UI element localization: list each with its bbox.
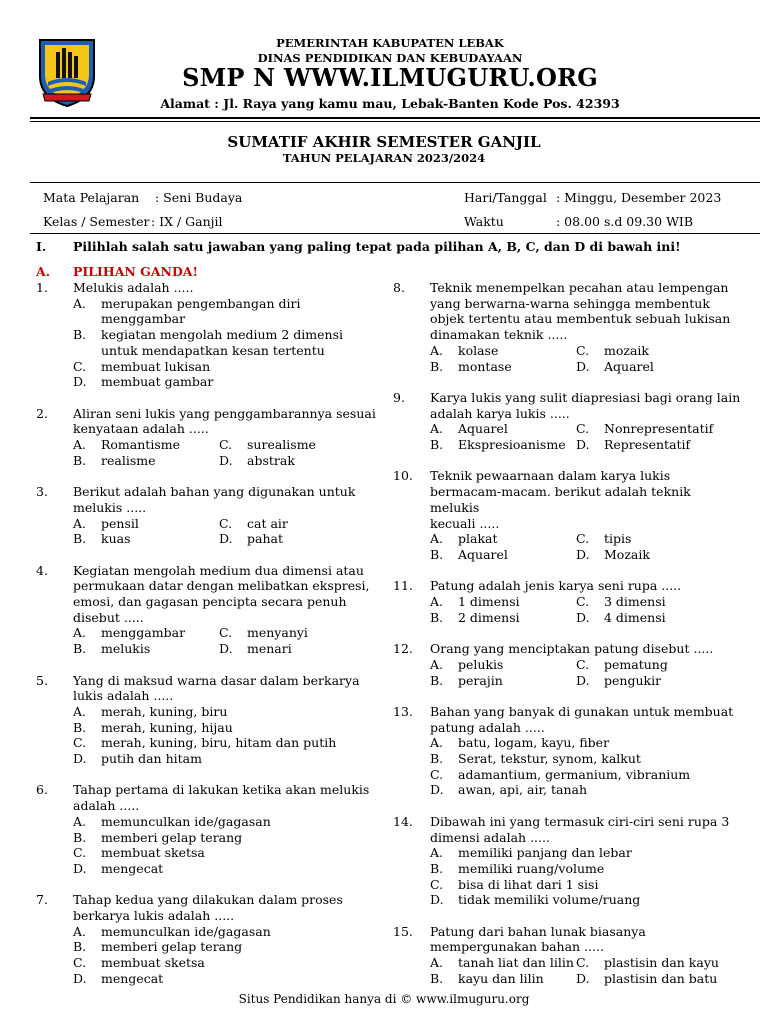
answer-options <box>430 594 741 625</box>
option-text: Romantisme <box>101 437 180 453</box>
option-letter: C. <box>430 766 444 782</box>
answer-options <box>430 343 741 374</box>
option-letter: A. <box>73 295 87 311</box>
date-value: : Minggu, Desember 2023 <box>556 190 722 205</box>
option-text: merupakan pengembangan diri menggambar <box>101 295 301 327</box>
option-letter: D. <box>576 358 590 374</box>
option-text: cat air <box>247 515 288 531</box>
option-text: plastisin dan kayu <box>604 955 719 971</box>
answer-options <box>73 625 376 656</box>
option-text: 3 dimensi <box>604 594 666 610</box>
option-text: memunculkan ide/gagasan <box>101 923 271 939</box>
option-text: mengecat <box>101 860 164 876</box>
option-text: pahat <box>247 531 283 547</box>
info-bottom-rule <box>30 233 760 234</box>
option-text: Serat, tekstur, synom, kalkut <box>458 751 641 767</box>
option-text: kegiatan mengolah medium 2 dimensi untuk mendapatkan kesan tertentu <box>101 327 343 358</box>
question-text: Patung dari bahan lunak biasanya mempergunakan bahan ..... <box>430 923 646 955</box>
question-number: 12. <box>393 641 413 657</box>
question-item <box>36 406 376 469</box>
option-text: Aquarel <box>604 358 654 374</box>
option-text: putih dan hitam <box>101 751 202 767</box>
option-letter: C. <box>73 735 87 751</box>
answer-options <box>430 735 741 798</box>
school-address: Alamat : Jl. Raya yang kamu mau, Lebak-Banten Kode Pos. 42393 <box>160 96 620 111</box>
questions-left-column <box>36 280 376 1002</box>
academic-year: TAHUN PELAJARAN 2023/2024 <box>282 151 486 165</box>
option-text: membuat gambar <box>101 374 214 390</box>
option-text: mozaik <box>604 342 649 358</box>
instruction-text: Pilihlah salah satu jawaban yang paling tepat pada pilihan A, B, C, dan D di bawah ini! <box>73 239 681 254</box>
option-text: kolase <box>458 342 499 358</box>
option-letter: A. <box>430 342 444 358</box>
option-text: merah, kuning, biru, hitam dan putih <box>101 735 337 751</box>
option-letter: D. <box>73 374 87 390</box>
option-letter: C. <box>576 342 590 358</box>
letterhead-rule-thick <box>30 117 760 119</box>
option-letter: A. <box>73 625 87 641</box>
question-text: Melukis adalah ..... <box>73 280 194 295</box>
option-text: memberi gelap terang <box>101 939 243 955</box>
option-letter: A. <box>430 955 444 971</box>
question-number: 3. <box>36 484 48 500</box>
question-number: 8. <box>393 280 405 295</box>
answer-options <box>430 531 741 562</box>
question-text: Dibawah ini yang termasuk ciri-ciri seni rupa 3 dimensi adalah ..... <box>430 813 730 845</box>
option-text: pengukir <box>604 672 662 688</box>
option-text: 4 dimensi <box>604 609 666 625</box>
regency-crest-icon <box>36 34 98 108</box>
section-letter: A. <box>36 264 51 279</box>
option-text: membuat lukisan <box>101 358 211 374</box>
letterhead-rule-thin <box>30 121 760 122</box>
option-text: adamantium, germanium, vibranium <box>458 766 691 782</box>
time-label: Waktu <box>464 214 504 229</box>
option-letter: C. <box>576 955 590 971</box>
question-item <box>36 563 376 657</box>
question-number: 5. <box>36 672 48 688</box>
answer-options <box>73 814 376 877</box>
option-text: membuat sketsa <box>101 955 205 971</box>
option-text: surealisme <box>247 437 316 453</box>
option-letter: B. <box>430 751 444 767</box>
question-number: 9. <box>393 389 405 405</box>
question-number: 6. <box>36 782 48 798</box>
option-letter: A. <box>73 515 87 531</box>
option-text: montase <box>458 358 512 374</box>
question-item <box>36 484 376 547</box>
question-number: 7. <box>36 892 48 908</box>
answer-options <box>73 516 376 547</box>
option-letter: D. <box>430 892 444 908</box>
option-letter: A. <box>73 923 87 939</box>
option-text: memiliki panjang dan lebar <box>458 845 632 861</box>
option-letter: A. <box>73 703 87 719</box>
subject-label: Mata Pelajaran <box>43 190 140 205</box>
footer-credit: Situs Pendidikan hanya di © www.ilmuguru.org <box>238 992 530 1006</box>
option-letter: A. <box>73 813 87 829</box>
question-item <box>393 468 741 562</box>
question-number: 4. <box>36 562 48 578</box>
option-letter: B. <box>73 641 87 657</box>
question-text: Yang di maksud warna dasar dalam berkarya lukis adalah ..... <box>73 672 360 704</box>
option-letter: A. <box>430 594 444 610</box>
answer-options <box>73 437 376 468</box>
option-letter: D. <box>219 531 233 547</box>
answer-options <box>73 296 376 390</box>
option-letter: A. <box>430 656 444 672</box>
option-letter: C. <box>219 515 233 531</box>
school-name: SMP N WWW.ILMUGURU.ORG <box>182 63 598 92</box>
question-text: Karya lukis yang sulit diapresiasi bagi orang lain adalah karya lukis ..... <box>430 389 741 421</box>
option-letter: D. <box>576 546 590 562</box>
question-item <box>393 704 741 798</box>
option-text: pematung <box>604 656 668 672</box>
option-text: menyanyi <box>247 625 308 641</box>
question-item <box>393 578 741 625</box>
option-letter: B. <box>430 609 444 625</box>
question-text: Teknik pewaarnaan dalam karya lukis bermacam-macam. berikut adalah teknik melukis kecuali ..... <box>430 468 691 531</box>
option-text: tanah liat dan lilin <box>458 955 574 971</box>
date-label: Hari/Tanggal <box>464 190 547 205</box>
question-text: Teknik menempelkan pecahan atau lempengan yang berwarna-warna sehingga membentuk objek tertentu atau membentuk sebuah lukisan dinamakan teknik ..... <box>430 280 731 343</box>
option-text: Aquarel <box>458 421 508 437</box>
question-number: 10. <box>393 468 413 484</box>
option-letter: A. <box>430 845 444 861</box>
exam-title: SUMATIF AKHIR SEMESTER GANJIL <box>227 133 541 151</box>
option-text: memiliki ruang/volume <box>458 860 605 876</box>
department-line: DINAS PENDIDIKAN DAN KEBUDAYAAN <box>257 51 523 65</box>
question-text: Patung adalah jenis karya seni rupa ..... <box>430 578 682 594</box>
option-letter: C. <box>576 594 590 610</box>
option-letter: B. <box>73 829 87 845</box>
option-text: merah, kuning, hijau <box>101 719 233 735</box>
answer-options <box>430 955 741 986</box>
question-text: Berikut adalah bahan yang digunakan untuk melukis ..... <box>73 484 356 515</box>
option-text: Mozaik <box>604 546 650 562</box>
option-text: awan, api, air, tanah <box>458 782 588 798</box>
option-letter: B. <box>73 327 87 343</box>
option-text: bisa di lihat dari 1 sisi <box>458 876 599 892</box>
question-item <box>393 641 741 688</box>
option-text: abstrak <box>247 452 295 468</box>
option-text: membuat sketsa <box>101 845 205 861</box>
option-letter: C. <box>576 656 590 672</box>
option-letter: B. <box>73 452 87 468</box>
option-letter: A. <box>73 437 87 453</box>
option-text: plastisin dan batu <box>604 970 718 986</box>
option-letter: D. <box>430 782 444 798</box>
option-text: Ekspresioanisme <box>458 437 566 453</box>
option-letter: D. <box>219 641 233 657</box>
option-letter: B. <box>430 860 444 876</box>
option-letter: C. <box>219 625 233 641</box>
option-text: 2 dimensi <box>458 609 520 625</box>
option-letter: B. <box>73 719 87 735</box>
question-item <box>36 892 376 986</box>
option-letter: B. <box>430 437 444 453</box>
option-text: memunculkan ide/gagasan <box>101 813 271 829</box>
option-letter: C. <box>576 421 590 437</box>
option-letter: C. <box>73 955 87 971</box>
option-text: pensil <box>101 515 139 531</box>
option-letter: A. <box>430 531 444 547</box>
question-text: Bahan yang banyak di gunakan untuk membuat patung adalah ..... <box>430 703 734 735</box>
government-line: PEMERINTAH KABUPATEN LEBAK <box>276 36 504 50</box>
option-letter: B. <box>430 672 444 688</box>
option-text: menggambar <box>101 625 186 641</box>
question-item <box>393 390 741 453</box>
option-text: merah, kuning, biru <box>101 703 228 719</box>
option-letter: B. <box>430 358 444 374</box>
question-number: 14. <box>393 813 413 829</box>
option-text: batu, logam, kayu, fiber <box>458 735 610 751</box>
answer-options <box>430 421 741 452</box>
question-text: Aliran seni lukis yang penggambarannya sesuai kenyataan adalah ..... <box>73 405 376 437</box>
answer-options <box>430 845 741 908</box>
option-letter: D. <box>576 609 590 625</box>
answer-options <box>73 924 376 987</box>
question-item <box>393 924 741 987</box>
answer-options <box>73 704 376 767</box>
question-item <box>393 280 741 374</box>
question-number: 1. <box>36 280 48 295</box>
option-letter: D. <box>73 860 87 876</box>
option-text: tidak memiliki volume/ruang <box>458 892 641 908</box>
option-text: kuas <box>101 531 131 547</box>
option-letter: B. <box>73 939 87 955</box>
option-letter: D. <box>73 751 87 767</box>
option-text: kayu dan lilin <box>458 970 544 986</box>
question-item <box>36 782 376 876</box>
class-label: Kelas / Semester <box>43 214 150 229</box>
question-text: Tahap kedua yang dilakukan dalam proses berkarya lukis adalah ..... <box>73 892 343 924</box>
subject-value: : Seni Budaya <box>155 190 243 205</box>
option-letter: D. <box>73 970 87 986</box>
option-letter: C. <box>219 437 233 453</box>
option-letter: C. <box>576 531 590 547</box>
question-text: Kegiatan mengolah medium dua dimensi atau permukaan datar dengan melibatkan ekspresi, emosi, dan gagasan pencipta secara penuh disebut ..... <box>73 562 370 625</box>
option-letter: B. <box>430 546 444 562</box>
option-letter: D. <box>576 672 590 688</box>
option-text: melukis <box>101 641 151 657</box>
question-item <box>36 280 376 390</box>
option-letter: B. <box>430 970 444 986</box>
option-letter: A. <box>430 735 444 751</box>
option-text: menari <box>247 641 292 657</box>
option-letter: C. <box>430 876 444 892</box>
option-text: Representatif <box>604 437 691 453</box>
question-number: 13. <box>393 703 413 719</box>
instruction-number: I. <box>36 239 47 254</box>
option-text: perajin <box>458 672 503 688</box>
question-text: Tahap pertama di lakukan ketika akan melukis adalah ..... <box>73 782 370 814</box>
option-text: mengecat <box>101 970 164 986</box>
option-text: 1 dimensi <box>458 594 520 610</box>
questions-right-column <box>393 280 741 1002</box>
option-letter: B. <box>73 531 87 547</box>
option-letter: C. <box>73 358 87 374</box>
question-item <box>393 814 741 908</box>
option-text: Nonrepresentatif <box>604 421 714 437</box>
option-text: tipis <box>604 531 632 547</box>
time-value: : 08.00 s.d 09.30 WIB <box>556 214 694 229</box>
option-letter: D. <box>576 437 590 453</box>
answer-options <box>430 657 741 688</box>
info-top-rule <box>30 182 760 183</box>
question-number: 11. <box>393 578 413 594</box>
option-letter: D. <box>576 970 590 986</box>
question-text: Orang yang menciptakan patung disebut ..... <box>430 641 714 657</box>
option-text: Aquarel <box>458 546 508 562</box>
class-value: : IX / Ganjil <box>151 214 223 229</box>
question-item <box>36 673 376 767</box>
option-letter: A. <box>430 421 444 437</box>
option-text: realisme <box>101 452 156 468</box>
option-text: memberi gelap terang <box>101 829 243 845</box>
section-title: PILIHAN GANDA! <box>73 264 198 279</box>
question-number: 15. <box>393 923 413 939</box>
option-letter: D. <box>219 452 233 468</box>
question-number: 2. <box>36 405 48 421</box>
option-text: pelukis <box>458 656 504 672</box>
option-letter: C. <box>73 845 87 861</box>
option-text: plakat <box>458 531 498 547</box>
